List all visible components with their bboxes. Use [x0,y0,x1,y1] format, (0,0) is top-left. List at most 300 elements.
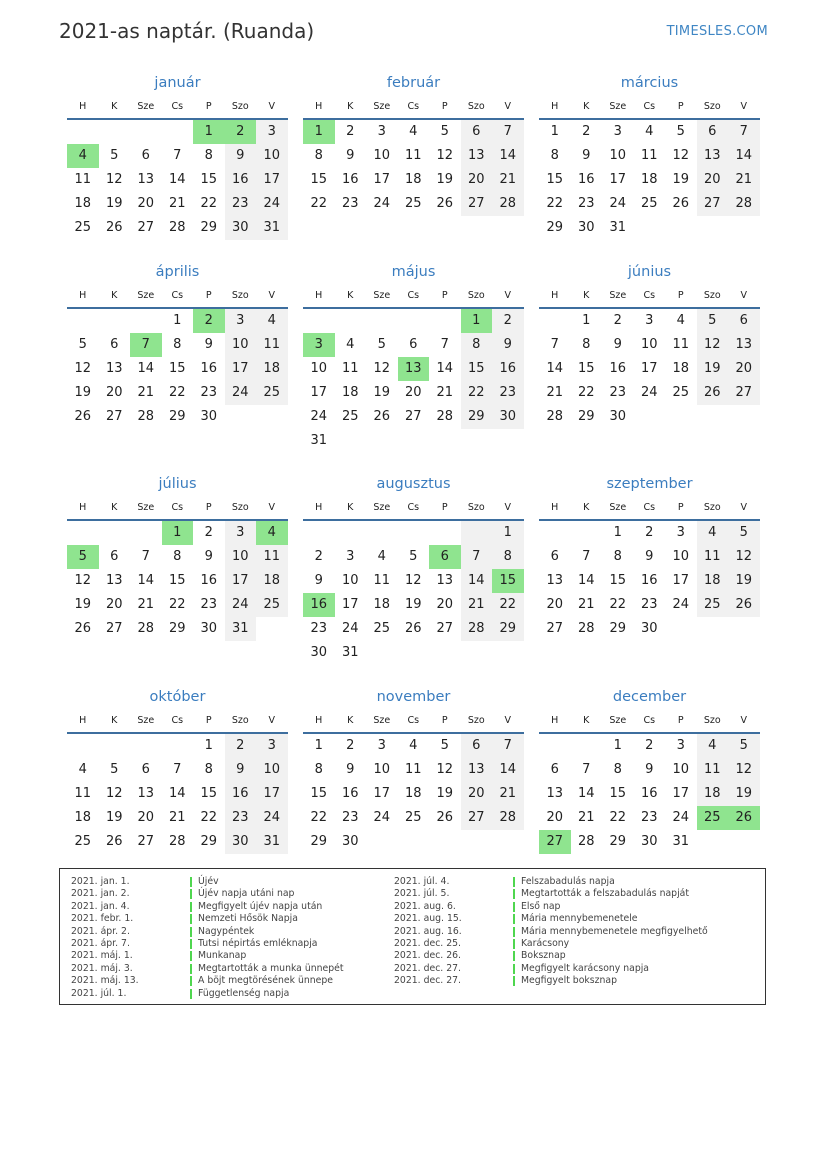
day-cell: 15 [609,573,627,588]
day-cell: 12 [672,148,690,163]
day-cell: 27 [461,192,493,216]
weekday-header [303,499,524,517]
holiday-day-cell: 25 [697,806,729,830]
day-cell: 22 [310,196,328,211]
day-cell: 17 [225,569,257,593]
weekday-label: H [551,502,559,513]
day-cell: 15 [461,357,493,381]
day-cell: 9 [613,337,622,352]
day-cell: 9 [225,758,257,782]
day-cell: 17 [373,172,391,187]
day-cell: 12 [436,148,454,163]
holiday-row [394,938,708,950]
holiday-day-cell: 2 [193,309,225,333]
day-cell: 11 [256,545,288,569]
weekday-label: P [677,715,684,726]
day-cell: 18 [74,196,92,211]
day-cell: 24 [672,597,690,612]
weekday-label: H [551,290,559,301]
weekday-label: Cs [171,715,184,726]
day-cell: 16 [640,786,658,801]
day-cell: 17 [341,597,359,612]
day-cell: 27 [137,834,155,849]
day-cell: 7 [492,120,524,144]
holiday-name: Nemzeti Hősök Napja [198,913,298,925]
day-cell: 18 [256,357,288,381]
month-calendar [303,72,524,216]
holiday-name: Munkanap [198,950,247,962]
day-cell: 28 [168,834,186,849]
empty-cell [225,405,257,429]
empty-cell [697,617,729,641]
holiday-row [394,876,708,888]
weekday-label: V [504,715,511,726]
holiday-row [71,950,344,962]
day-cell: 23 [200,385,218,400]
empty-cell [728,216,760,240]
holiday-marker [513,889,515,899]
weekday-label: K [583,715,590,726]
day-cell: 9 [204,549,213,564]
holiday-date: 2021. aug. 15. [394,913,462,925]
weekday-label: Sze [373,715,391,726]
weekday-label: Sze [137,502,155,513]
empty-cell [429,309,461,333]
day-cell: 24 [225,381,257,405]
holiday-date: 2021. dec. 26. [394,950,461,962]
weekday-label: Cs [171,502,184,513]
day-cell: 25 [404,810,422,825]
day-cell: 28 [137,409,155,424]
empty-cell [461,641,493,665]
day-cell: 29 [609,834,627,849]
month-calendar [67,72,288,240]
day-cell: 24 [341,621,359,636]
empty-cell [130,734,162,758]
holiday-day-cell: 15 [492,569,524,593]
day-cell: 10 [672,762,690,777]
weekday-label: V [268,715,275,726]
day-cell: 23 [577,196,595,211]
day-cell: 3 [256,734,288,758]
holiday-name: Függetlenség napja [198,987,290,999]
empty-cell [366,641,398,665]
holiday-marker [513,914,515,924]
day-cell: 7 [173,148,182,163]
day-cell: 29 [546,220,564,235]
weekday-header [539,98,760,116]
day-cell: 20 [461,168,493,192]
empty-cell [665,216,697,240]
holiday-day-cell: 7 [130,333,162,357]
day-cell: 11 [341,361,359,376]
day-cell: 22 [492,593,524,617]
holiday-date: 2021. jan. 1. [71,876,130,887]
empty-cell [634,216,666,240]
holiday-day-cell: 3 [303,333,335,357]
empty-cell [634,405,666,429]
day-cell: 12 [373,361,391,376]
empty-cell [492,429,524,453]
day-cell: 19 [728,569,760,593]
day-cell: 24 [310,409,328,424]
day-cell: 6 [141,762,150,777]
day-cell: 22 [310,810,328,825]
holiday-marker [513,939,515,949]
day-cell: 23 [640,810,658,825]
empty-cell [162,120,194,144]
day-cell: 14 [577,786,595,801]
day-cell: 30 [225,216,257,240]
day-cell: 28 [546,409,564,424]
holiday-day-cell: 4 [256,521,288,545]
weekday-label: P [677,101,684,112]
day-cell: 26 [436,810,454,825]
day-cell: 20 [546,810,564,825]
day-cell: 25 [74,834,92,849]
day-cell: 2 [204,525,213,540]
day-cell: 18 [640,172,658,187]
empty-cell [99,309,131,333]
weekday-header [67,98,288,116]
empty-cell [728,617,760,641]
day-cell: 25 [697,593,729,617]
day-cell: 31 [256,216,288,240]
day-cell: 8 [613,549,622,564]
month-name: október [149,689,206,705]
empty-cell [728,405,760,429]
empty-cell [571,734,603,758]
day-cell: 24 [672,810,690,825]
weekday-label: V [504,101,511,112]
day-cell: 7 [492,734,524,758]
day-cell: 7 [461,545,493,569]
day-cell: 6 [409,337,418,352]
holiday-date: 2021. máj. 3. [71,962,133,974]
empty-cell [697,216,729,240]
day-cell: 27 [436,621,454,636]
day-cell: 15 [168,573,186,588]
holiday-date: 2021. jan. 4. [71,900,130,912]
holiday-date: 2021. dec. 27. [394,962,461,974]
day-cell: 5 [440,738,449,753]
day-cell: 17 [256,782,288,806]
day-cell: 24 [373,810,391,825]
holiday-column-right [394,876,708,988]
weekday-label: H [79,715,87,726]
day-grid [539,734,760,854]
day-cell: 17 [672,786,690,801]
day-cell: 6 [461,734,493,758]
weekday-label: H [551,715,559,726]
day-cell: 31 [672,834,690,849]
day-cell: 6 [550,762,559,777]
day-cell: 4 [697,521,729,545]
month-calendar [539,72,760,240]
empty-cell [366,830,398,854]
day-cell: 17 [640,361,658,376]
day-cell: 27 [728,381,760,405]
empty-cell [335,521,367,545]
day-cell: 4 [645,124,654,139]
weekday-label: H [315,101,323,112]
day-cell: 3 [676,525,685,540]
day-cell: 26 [105,834,123,849]
day-cell: 21 [137,385,155,400]
day-cell: 10 [373,762,391,777]
holiday-row [394,975,708,987]
weekday-label: P [205,715,212,726]
weekday-label: Szo [703,715,721,726]
weekday-label: Sze [609,502,627,513]
day-cell: 8 [492,545,524,569]
day-cell: 9 [492,333,524,357]
day-cell: 28 [492,192,524,216]
day-cell: 19 [404,597,422,612]
day-cell: 14 [168,786,186,801]
day-cell: 26 [672,196,690,211]
empty-cell [67,521,99,545]
day-cell: 24 [256,192,288,216]
day-cell: 16 [577,172,595,187]
day-cell: 11 [697,545,729,569]
day-cell: 14 [436,361,454,376]
day-cell: 19 [74,597,92,612]
day-cell: 31 [225,617,257,641]
weekday-label: H [315,502,323,513]
day-cell: 17 [609,172,627,187]
day-cell: 25 [404,196,422,211]
day-cell: 3 [225,309,257,333]
holiday-name: Újév [198,876,219,887]
day-cell: 6 [110,337,119,352]
weekday-label: Szo [703,502,721,513]
holiday-day-cell: 1 [461,309,493,333]
holiday-date: 2021. júl. 4. [394,876,450,887]
day-cell: 25 [341,409,359,424]
day-cell: 27 [461,806,493,830]
holiday-day-cell: 26 [728,806,760,830]
weekday-label: Cs [171,101,184,112]
day-cell: 11 [74,786,92,801]
day-cell: 4 [78,762,87,777]
weekday-label: V [268,502,275,513]
month-name: április [155,264,200,280]
day-cell: 27 [404,409,422,424]
day-cell: 4 [256,309,288,333]
day-cell: 27 [697,192,729,216]
holiday-marker [190,976,192,986]
holiday-marker [513,902,515,912]
weekday-header [303,98,524,116]
empty-cell [461,830,493,854]
empty-cell [539,521,571,545]
day-cell: 4 [676,313,685,328]
empty-cell [130,309,162,333]
holiday-row [71,901,344,913]
day-grid [67,734,288,854]
weekday-label: K [111,290,118,301]
day-cell: 23 [640,597,658,612]
day-cell: 13 [105,361,123,376]
day-cell: 18 [74,810,92,825]
day-cell: 14 [461,569,493,593]
day-cell: 8 [314,762,323,777]
day-cell: 15 [168,361,186,376]
holiday-date: 2021. júl. 5. [394,888,450,900]
day-cell: 29 [492,617,524,641]
holiday-marker [190,877,192,887]
day-cell: 19 [74,385,92,400]
holiday-row [71,926,344,938]
holiday-day-cell: 4 [67,144,99,168]
day-cell: 22 [168,385,186,400]
weekday-header [539,287,760,305]
weekday-label: K [583,290,590,301]
weekday-label: Cs [407,290,420,301]
day-cell: 22 [461,381,493,405]
day-cell: 16 [609,361,627,376]
holiday-row [394,888,708,900]
day-cell: 31 [341,645,359,660]
day-cell: 14 [137,361,155,376]
day-cell: 24 [640,385,658,400]
day-cell: 14 [137,573,155,588]
day-cell: 8 [204,762,213,777]
day-cell: 5 [697,309,729,333]
month-calendar [303,261,524,453]
day-cell: 21 [492,782,524,806]
day-cell: 28 [728,192,760,216]
day-cell: 20 [404,385,422,400]
weekday-label: Cs [407,101,420,112]
month-calendar [67,261,288,429]
day-cell: 4 [697,734,729,758]
day-cell: 13 [728,333,760,357]
day-cell: 26 [74,621,92,636]
day-cell: 24 [256,806,288,830]
day-cell: 21 [577,597,595,612]
holiday-name: Megfigyelt boksznap [521,975,617,987]
weekday-label: K [111,502,118,513]
holiday-date: 2021. febr. 1. [71,913,134,925]
day-cell: 22 [546,196,564,211]
empty-cell [429,429,461,453]
day-cell: 8 [550,148,559,163]
month-calendar [539,261,760,429]
day-cell: 19 [436,172,454,187]
holiday-day-cell: 5 [67,545,99,569]
empty-cell [398,429,430,453]
day-cell: 15 [609,786,627,801]
weekday-label: Szo [231,290,249,301]
day-cell: 15 [310,786,328,801]
day-cell: 19 [105,196,123,211]
day-cell: 21 [436,385,454,400]
day-cell: 9 [346,148,355,163]
weekday-label: Szo [703,290,721,301]
day-cell: 25 [373,621,391,636]
day-cell: 11 [404,762,422,777]
holiday-marker [190,989,192,999]
day-cell: 3 [377,738,386,753]
holiday-day-cell: 16 [303,593,335,617]
day-cell: 15 [200,786,218,801]
day-cell: 27 [137,220,155,235]
holiday-row [71,888,344,900]
day-cell: 24 [373,196,391,211]
empty-cell [67,120,99,144]
weekday-header [303,287,524,305]
day-cell: 6 [550,549,559,564]
day-cell: 28 [137,621,155,636]
day-cell: 11 [640,148,658,163]
day-cell: 30 [492,405,524,429]
day-cell: 23 [609,385,627,400]
day-grid [303,734,524,854]
day-cell: 9 [225,144,257,168]
day-cell: 27 [546,621,564,636]
weekday-label: P [441,715,448,726]
weekday-label: Cs [643,101,656,112]
weekday-label: V [268,290,275,301]
day-cell: 14 [492,144,524,168]
brand-link[interactable]: TIMESLES.COM [666,24,768,39]
empty-cell [539,734,571,758]
holiday-date: 2021. jan. 2. [71,888,130,900]
holiday-marker [190,889,192,899]
weekday-label: Sze [373,290,391,301]
page-title: 2021-as naptár. (Ruanda) [59,19,315,43]
day-cell: 8 [173,549,182,564]
weekday-header [67,712,288,730]
day-cell: 12 [436,762,454,777]
month-name: július [158,476,197,492]
day-cell: 30 [341,834,359,849]
day-cell: 8 [613,762,622,777]
day-cell: 26 [436,196,454,211]
weekday-header [303,712,524,730]
day-cell: 21 [168,810,186,825]
weekday-label: H [79,101,87,112]
day-cell: 23 [225,806,257,830]
holiday-row [71,938,344,950]
day-cell: 30 [225,830,257,854]
day-cell: 3 [256,120,288,144]
day-cell: 13 [137,786,155,801]
empty-cell [130,120,162,144]
day-cell: 3 [225,521,257,545]
day-cell: 29 [609,621,627,636]
holiday-day-cell: 1 [193,120,225,144]
day-cell: 12 [105,172,123,187]
weekday-label: H [315,290,323,301]
day-cell: 21 [137,597,155,612]
day-cell: 6 [728,309,760,333]
month-name: november [376,689,451,705]
holiday-marker [190,964,192,974]
day-cell: 28 [168,220,186,235]
day-cell: 7 [582,762,591,777]
holiday-name: Megfigyelt karácsony napja [521,962,650,974]
day-cell: 5 [728,734,760,758]
day-cell: 11 [672,337,690,352]
day-cell: 17 [225,357,257,381]
day-cell: 18 [256,569,288,593]
day-cell: 30 [577,220,595,235]
weekday-label: Szo [231,502,249,513]
day-cell: 11 [697,758,729,782]
